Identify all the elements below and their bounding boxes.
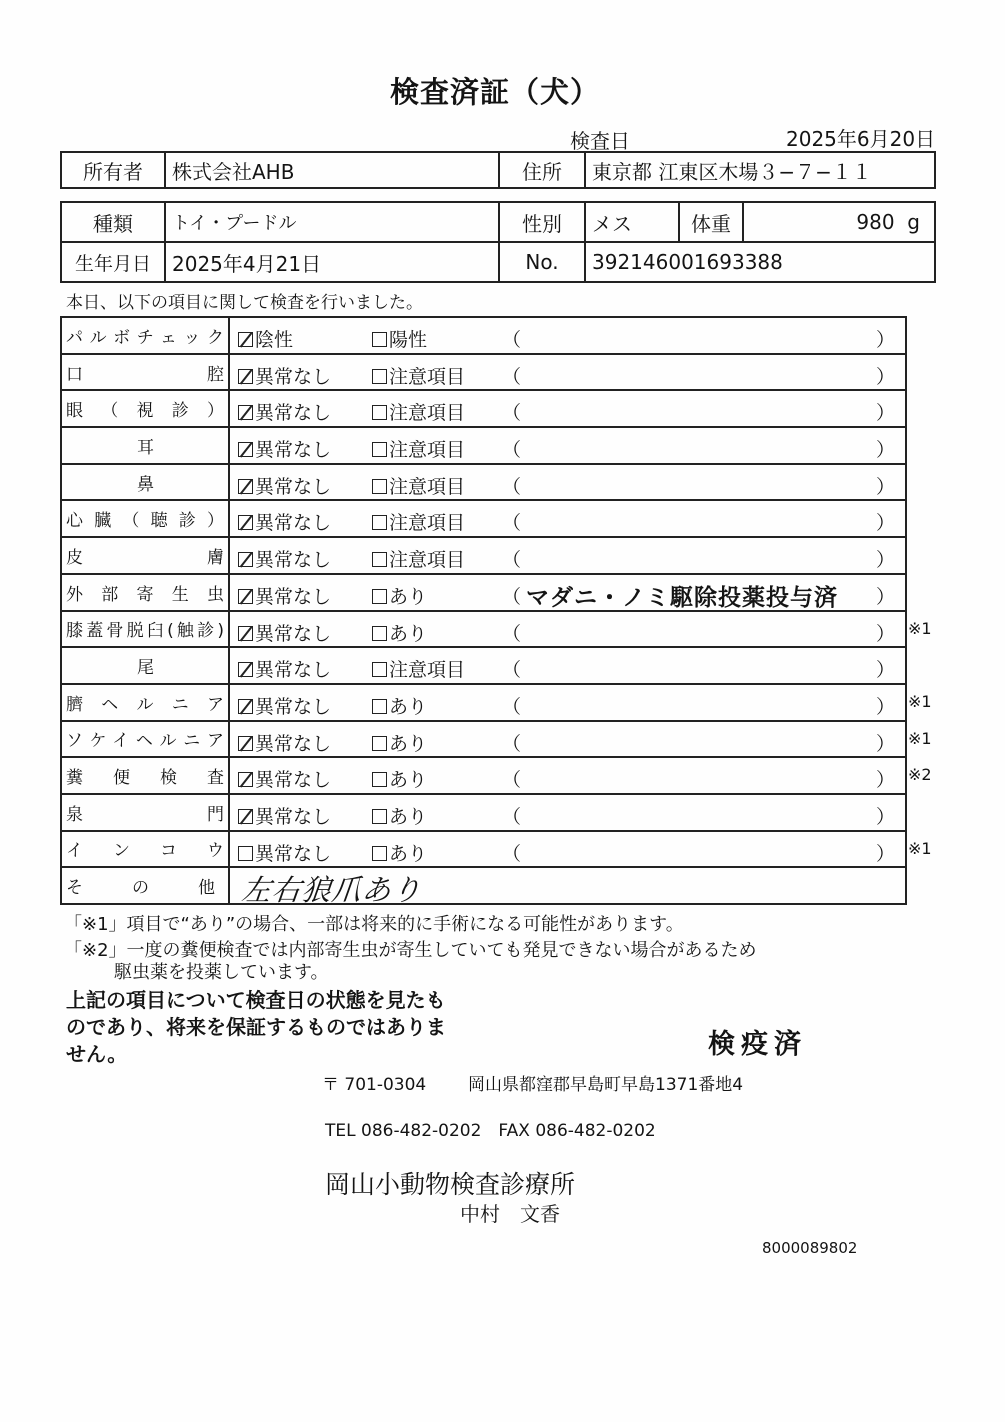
footnote-2-continued: 駆虫薬を投薬しています。 [114, 962, 329, 983]
check-item: 膝蓋骨脱臼(触診) [61, 611, 229, 648]
check-row [61, 611, 906, 648]
paren-open: （ [502, 732, 522, 755]
checkbox-icon[interactable] [372, 405, 387, 420]
paren-open: （ [502, 659, 522, 682]
paren-close: ） [875, 769, 895, 792]
owner-label: 所有者 [61, 152, 165, 188]
option-2-label: 注意項目 [389, 402, 466, 425]
check-row [61, 537, 906, 574]
option-2-label: 陽性 [389, 329, 428, 351]
check-note: マダニ・ノミ駆除投薬投与済 [526, 584, 838, 611]
option-1-label: 異常なし [255, 475, 332, 498]
serial-number: 8000089802 [762, 1239, 858, 1257]
option-1-label: 異常なし [255, 439, 332, 462]
other-row [61, 867, 906, 904]
check-result [229, 757, 906, 794]
check-item: 鼻 [61, 464, 229, 501]
paren-close: ） [875, 659, 895, 682]
option-2 [372, 692, 427, 719]
option-2 [372, 729, 427, 756]
paren-open: （ [502, 842, 522, 865]
check-item: 皮膚 [61, 537, 229, 574]
checkbox-icon[interactable] [238, 736, 253, 751]
check-row [61, 464, 906, 501]
sex-label: 性別 [499, 202, 585, 242]
check-result [229, 500, 906, 537]
check-result [229, 684, 906, 721]
check-row [61, 647, 906, 684]
option-1-label: 異常なし [255, 402, 332, 425]
checkbox-icon[interactable] [238, 515, 253, 530]
paren-close: ） [875, 549, 895, 572]
option-1-label: 異常なし [255, 769, 332, 792]
footnote-mark: ※1 [908, 618, 932, 638]
check-row [61, 831, 906, 868]
inspector-name: 中村 文香 [460, 1202, 560, 1226]
birth-value: 2025年4月21日 [165, 242, 499, 282]
paren-close: ） [875, 585, 895, 608]
checkbox-icon[interactable] [238, 662, 253, 677]
check-row [61, 427, 906, 464]
owner-value: 株式会社AHB [165, 152, 499, 188]
checkbox-icon[interactable] [238, 589, 253, 604]
paren-close: ） [875, 732, 895, 755]
checkbox-icon[interactable] [238, 442, 253, 457]
no-label: No. [499, 242, 585, 282]
paren-close: ） [875, 329, 895, 351]
option-1 [238, 325, 293, 352]
check-item: 耳 [61, 427, 229, 464]
paren-open: （ [502, 695, 522, 718]
option-1 [238, 765, 331, 792]
paren-close: ） [875, 365, 895, 388]
paren-open: （ [502, 585, 522, 608]
check-row [61, 390, 906, 427]
option-1-label: 陰性 [255, 329, 294, 351]
option-1-label: 異常なし [255, 659, 332, 682]
option-2-label: あり [389, 622, 428, 645]
option-2-label: 注意項目 [389, 549, 466, 572]
option-1 [238, 545, 331, 572]
paren-open: （ [502, 549, 522, 572]
check-row [61, 757, 906, 794]
birth-label: 生年月日 [61, 242, 165, 282]
checkbox-icon[interactable] [238, 369, 253, 384]
checkbox-icon[interactable] [238, 846, 253, 861]
option-1-label: 異常なし [255, 512, 332, 535]
option-1 [238, 692, 331, 719]
option-2-label: 注意項目 [389, 439, 466, 462]
check-row [61, 574, 906, 611]
checkbox-icon[interactable] [238, 772, 253, 787]
check-result [229, 721, 906, 758]
checkbox-icon[interactable] [372, 515, 387, 530]
option-2-label: 注意項目 [389, 365, 466, 388]
check-table [60, 316, 907, 908]
checkbox-icon[interactable] [372, 809, 387, 824]
checkbox-icon[interactable] [372, 772, 387, 787]
checkbox-icon[interactable] [372, 736, 387, 751]
option-2-label: 注意項目 [389, 475, 466, 498]
option-2-label: あり [389, 842, 428, 865]
option-1 [238, 362, 331, 389]
address-value: 東京都 江東区木場３−７−１１ [585, 152, 935, 188]
check-item: 臍ヘルニア [61, 684, 229, 721]
weight-label: 体重 [679, 202, 743, 242]
check-result [229, 867, 906, 908]
check-item: 尾 [61, 647, 229, 684]
check-result [229, 831, 906, 868]
paren-open: （ [502, 439, 522, 462]
option-1-label: 異常なし [255, 622, 332, 645]
option-1 [238, 802, 331, 829]
option-1 [238, 398, 331, 425]
paren-close: ） [875, 475, 895, 498]
exam-date-label: 検査日 [570, 129, 630, 153]
option-2 [372, 582, 427, 609]
option-2 [372, 545, 465, 572]
option-1-label: 異常なし [255, 842, 332, 865]
check-item: その他 [61, 867, 229, 904]
exam-date: 2025年6月20日 [786, 127, 936, 151]
checkbox-icon[interactable] [238, 405, 253, 420]
option-2 [372, 765, 427, 792]
check-row [61, 794, 906, 831]
checkbox-icon[interactable] [372, 699, 387, 714]
checkbox-icon[interactable] [238, 479, 253, 494]
option-1 [238, 582, 331, 609]
paren-close: ） [875, 439, 895, 462]
check-result [229, 354, 906, 391]
option-1-label: 異常なし [255, 549, 332, 572]
footnote-mark: ※1 [908, 728, 932, 748]
option-2 [372, 802, 427, 829]
check-item: ソケイヘルニア [61, 721, 229, 758]
option-2 [372, 398, 465, 425]
check-result [229, 464, 906, 501]
checkbox-icon[interactable] [238, 809, 253, 824]
option-2 [372, 435, 465, 462]
phone-fax: TEL 086-482-0202 FAX 086-482-0202 [325, 1121, 656, 1141]
option-1-label: 異常なし [255, 732, 332, 755]
paren-close: ） [875, 695, 895, 718]
checkbox-icon[interactable] [372, 332, 387, 347]
option-2-label: あり [389, 585, 428, 608]
option-1-label: 異常なし [255, 365, 332, 388]
paren-open: （ [502, 769, 522, 792]
check-result [229, 317, 906, 354]
checkbox-icon[interactable] [372, 479, 387, 494]
weight-cell [743, 202, 935, 242]
animal-table [60, 201, 936, 283]
option-1 [238, 435, 331, 462]
check-row [61, 684, 906, 721]
check-item: 眼（視診） [61, 390, 229, 427]
option-1 [238, 508, 331, 535]
check-result [229, 794, 906, 831]
paren-open: （ [502, 475, 522, 498]
owner-table [60, 151, 936, 189]
check-result [229, 647, 906, 684]
footnote-2: 「※2」一度の糞便検査では内部寄生虫が寄生していても発見できない場合があるため [64, 940, 757, 961]
option-2-label: あり [389, 769, 428, 792]
check-item: 泉門 [61, 794, 229, 831]
breed-label: 種類 [61, 202, 165, 242]
sex-value: メス [585, 202, 679, 242]
paren-open: （ [502, 365, 522, 388]
check-result [229, 427, 906, 464]
checkbox-icon[interactable] [238, 332, 253, 347]
intro-text: 本日、以下の項目に関して検査を行いました。 [66, 293, 423, 313]
paren-close: ） [875, 622, 895, 645]
breed-value: トイ・プードル [165, 202, 499, 242]
certificate-title: 検査済証（犬） [389, 75, 600, 109]
postal-code: 〒 701-0304 [322, 1075, 427, 1095]
checkbox-icon[interactable] [372, 662, 387, 677]
option-1 [238, 839, 331, 866]
check-item: インコウ [61, 831, 229, 868]
option-2 [372, 508, 465, 535]
check-item: パルボチェック [61, 317, 229, 354]
checkbox-icon[interactable] [372, 626, 387, 641]
checkbox-icon[interactable] [372, 846, 387, 861]
checkbox-icon[interactable] [372, 442, 387, 457]
option-2-label: あり [389, 732, 428, 755]
option-2-label: 注意項目 [389, 512, 466, 535]
paren-open: （ [502, 402, 522, 425]
option-2-label: あり [389, 805, 428, 828]
checkbox-icon[interactable] [238, 626, 253, 641]
check-result [229, 537, 906, 574]
weight-value: 980 [856, 210, 895, 234]
option-1-label: 異常なし [255, 695, 332, 718]
check-row [61, 500, 906, 537]
check-result [229, 611, 906, 648]
option-2 [372, 655, 465, 682]
check-row [61, 354, 906, 391]
check-item: 糞便検査 [61, 757, 229, 794]
paren-open: （ [502, 512, 522, 535]
handwritten-note: 左右狼爪あり [240, 873, 424, 908]
footnote-mark: ※1 [908, 838, 932, 858]
address-label: 住所 [499, 152, 585, 188]
paren-open: （ [502, 622, 522, 645]
check-item: 口腔 [61, 354, 229, 391]
paren-close: ） [875, 402, 895, 425]
clinic-address: 岡山県都窪郡早島町早島1371番地4 [468, 1075, 744, 1095]
check-result [229, 390, 906, 427]
check-row [61, 721, 906, 758]
option-2 [372, 839, 427, 866]
quarantine-stamp: 検疫済 [708, 1029, 807, 1060]
footnote-mark: ※1 [908, 692, 932, 711]
no-value: 392146001693388 [585, 242, 935, 282]
checkbox-icon[interactable] [238, 699, 253, 714]
option-1 [238, 619, 331, 646]
footnote-mark: ※2 [908, 765, 932, 785]
paren-open: （ [502, 329, 522, 351]
option-2 [372, 472, 465, 499]
option-1 [238, 729, 331, 756]
option-2-label: あり [389, 695, 428, 718]
option-1 [238, 655, 331, 682]
clinic-name: 岡山小動物検査診療所 [325, 1170, 576, 1199]
paren-close: ） [875, 805, 895, 828]
check-item: 心臓（聴診） [61, 500, 229, 537]
disclaimer: 上記の項目について検査日の状態を見たものであり、将来を保証するものではありません。 [66, 988, 446, 1066]
option-1-label: 異常なし [255, 805, 332, 828]
checkbox-icon[interactable] [372, 369, 387, 384]
option-2-label: 注意項目 [389, 659, 466, 682]
option-1-label: 異常なし [255, 585, 332, 608]
footnote-1: 「※1」項目で“あり”の場合、一部は将来的に手術になる可能性があります。 [64, 914, 684, 935]
option-1 [238, 472, 331, 499]
check-item: 外部寄生虫 [61, 574, 229, 611]
check-result [229, 574, 906, 611]
paren-close: ） [875, 842, 895, 865]
paren-close: ） [875, 512, 895, 535]
check-row [61, 317, 906, 354]
checkbox-icon[interactable] [372, 589, 387, 604]
paren-open: （ [502, 805, 522, 828]
option-2 [372, 325, 427, 352]
checkbox-icon[interactable] [238, 552, 253, 567]
option-2 [372, 362, 465, 389]
option-2 [372, 619, 427, 646]
checkbox-icon[interactable] [372, 552, 387, 567]
weight-unit: g [907, 210, 920, 234]
